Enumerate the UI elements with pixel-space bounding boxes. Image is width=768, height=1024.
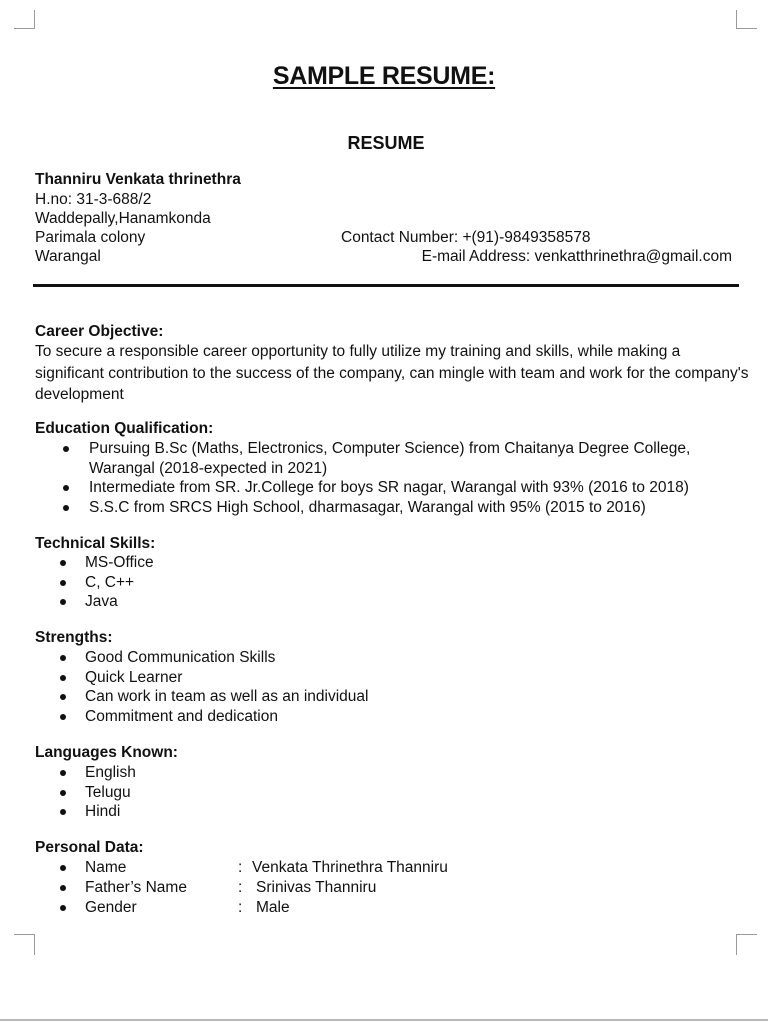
bullet-icon [60, 714, 66, 720]
personal-label: Name [85, 859, 127, 876]
document-title: SAMPLE RESUME: [272, 62, 496, 90]
languages-list [35, 763, 136, 822]
language-item: Telugu [85, 783, 131, 801]
personal-value: Srinivas Thanniru [256, 879, 377, 896]
bullet-icon [60, 790, 66, 796]
career-heading: Career Objective: [35, 323, 164, 340]
bullet-icon [60, 599, 66, 605]
crop-mark-bottom-left [14, 934, 35, 955]
strength-item: Good Communication Skills [85, 649, 276, 666]
list-item [35, 687, 368, 707]
education-item-3: S.S.C from SRCS High School, dharmasagar, Warangal with 95% (2015 to 2016) [89, 498, 646, 516]
personal-separator: : [238, 879, 243, 896]
skill-item: C, C++ [85, 573, 135, 591]
list-item [35, 478, 750, 498]
technical-skills-list [35, 553, 154, 612]
address-line-2: Waddepally,Hanamkonda [35, 210, 211, 227]
bullet-icon [60, 560, 66, 566]
list-item [35, 439, 750, 478]
personal-separator: : [238, 859, 243, 876]
bullet-icon [60, 694, 66, 700]
crop-mark-bottom-right [736, 934, 757, 955]
bullet-icon [63, 485, 69, 491]
bullet-icon [60, 809, 66, 815]
bullet-icon [63, 446, 69, 452]
list-item [35, 763, 136, 783]
education-item-2: Intermediate from SR. Jr.College for boys SR nagar, Warangal with 93% (2016 to 2018) [89, 479, 689, 497]
candidate-name: Thanniru Venkata thrinethra [35, 171, 241, 188]
education-item-1: Pursuing B.Sc (Maths, Electronics, Computer Science) from Chaitanya Degree College, Warangal (2018-expected in 2021) [89, 440, 691, 477]
document-subtitle: RESUME [347, 133, 425, 153]
list-item [35, 573, 154, 593]
list-item [35, 707, 368, 727]
languages-heading: Languages Known: [35, 744, 178, 761]
crop-mark-top-right [736, 10, 757, 29]
contact-email: E-mail Address: venkatthrinethra@gmail.com [421, 248, 732, 265]
list-item [35, 802, 136, 822]
address-line-3: Parimala colony [35, 229, 146, 246]
bullet-icon [60, 865, 66, 871]
strength-item: Quick Learner [85, 668, 183, 686]
contact-phone: Contact Number: +(91)-9849358578 [341, 229, 591, 246]
bullet-icon [60, 580, 66, 586]
career-objective-text: To secure a responsible career opportunity to fully utilize my training and skills, while making a significant contribution to the success of the company, can mingle with team and work for the company's development [35, 343, 749, 403]
list-item [35, 498, 750, 518]
bullet-icon [63, 505, 69, 511]
strengths-list [35, 648, 368, 726]
bullet-icon [60, 905, 66, 911]
education-heading: Education Qualification: [35, 420, 214, 437]
bullet-icon [60, 885, 66, 891]
language-item: Hindi [85, 803, 121, 821]
skill-item: Java [85, 593, 118, 611]
bullet-icon [60, 770, 66, 776]
personal-separator: : [238, 899, 243, 916]
skill-item: MS-Office [85, 554, 154, 571]
address-line-1: H.no: 31-3-688/2 [35, 191, 152, 208]
language-item: English [85, 764, 136, 781]
personal-value: Male [256, 899, 290, 916]
personal-label: Gender [85, 899, 137, 916]
personal-data-heading: Personal Data: [35, 839, 144, 856]
list-item [35, 783, 136, 803]
personal-value: Venkata Thrinethra Thanniru [252, 859, 448, 876]
bullet-icon [60, 655, 66, 661]
list-item [35, 553, 154, 573]
strength-item: Can work in team as well as an individual [85, 688, 369, 706]
list-item [35, 648, 368, 668]
strength-item: Commitment and dedication [85, 707, 278, 725]
page-bottom-edge [0, 1019, 768, 1021]
crop-mark-top-left [14, 10, 35, 29]
address-line-4: Warangal [35, 248, 101, 265]
list-item [35, 592, 154, 612]
education-list [35, 439, 750, 517]
technical-skills-heading: Technical Skills: [35, 535, 156, 552]
header-divider [33, 284, 739, 287]
personal-label: Father’s Name [85, 879, 187, 896]
bullet-icon [60, 675, 66, 681]
strengths-heading: Strengths: [35, 629, 113, 646]
list-item [35, 668, 368, 688]
